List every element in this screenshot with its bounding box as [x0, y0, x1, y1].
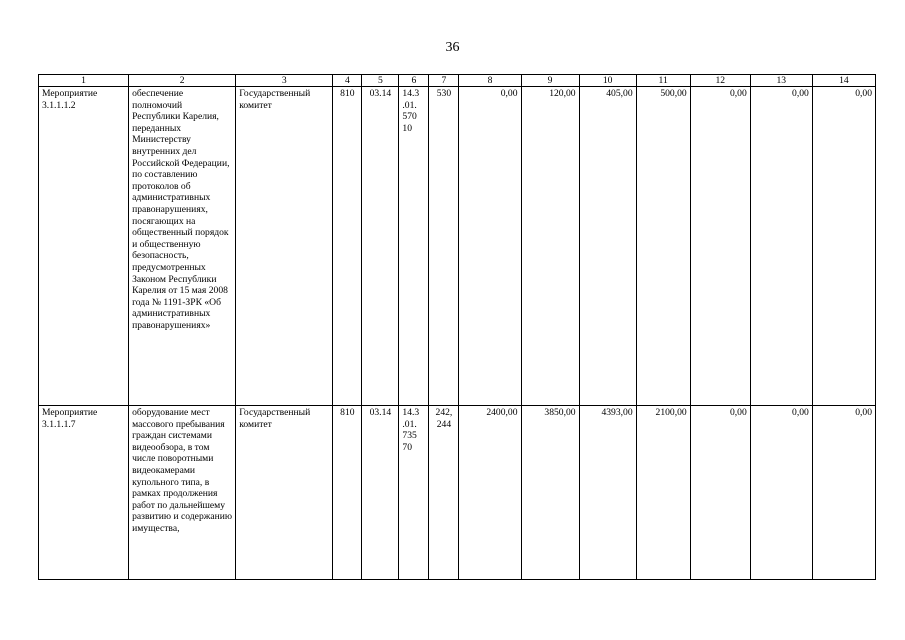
measure-cell: Мероприятие 3.1.1.1.7 — [39, 406, 129, 580]
column-header: 10 — [579, 75, 636, 87]
column-header: 5 — [362, 75, 399, 87]
value-cell: 0,00 — [690, 406, 750, 580]
expense-type-cell: 530 — [429, 87, 459, 406]
measure-cell: Мероприятие 3.1.1.1.2 — [39, 87, 129, 406]
description-cell: оборудование мест массового пребывания граждан системами видеообзора, в том числе поворотными видеокамерами купольного типа, в рамках продолжения работ по дальнейшему развитию и содержанию имущества, — [129, 406, 236, 580]
page-number: 36 — [445, 40, 460, 55]
value-cell: 4393,00 — [579, 406, 636, 580]
grbs-cell: 810 — [333, 87, 362, 406]
value-cell: 500,00 — [636, 87, 690, 406]
column-number-row — [39, 75, 876, 87]
value-cell: 2400,00 — [459, 406, 521, 580]
column-header: 12 — [690, 75, 750, 87]
value-cell: 0,00 — [750, 406, 812, 580]
grbs-cell: 810 — [333, 406, 362, 580]
column-header: 4 — [333, 75, 362, 87]
section-cell: 03.14 — [362, 87, 399, 406]
table-row — [39, 87, 876, 406]
column-header: 3 — [236, 75, 333, 87]
value-cell: 3850,00 — [521, 406, 579, 580]
value-cell: 2100,00 — [636, 406, 690, 580]
column-header: 11 — [636, 75, 690, 87]
column-header: 9 — [521, 75, 579, 87]
budget-table — [38, 74, 876, 580]
expense-type-cell: 242, 244 — [429, 406, 459, 580]
column-header: 13 — [750, 75, 812, 87]
column-header: 1 — [39, 75, 129, 87]
executor-cell: Государственный комитет — [236, 406, 333, 580]
column-header: 7 — [429, 75, 459, 87]
target-article-cell: 14.3 .01. 570 10 — [399, 87, 429, 406]
value-cell: 0,00 — [690, 87, 750, 406]
target-article-cell: 14.3 .01. 735 70 — [399, 406, 429, 580]
value-cell: 0,00 — [812, 406, 875, 580]
table-row — [39, 406, 876, 580]
section-cell: 03.14 — [362, 406, 399, 580]
value-cell: 0,00 — [812, 87, 875, 406]
column-header: 6 — [399, 75, 429, 87]
description-cell: обеспечение полномочий Республики Карелия, переданных Министерству внутренних дел Российской Федерации, по составлению протоколов об административных правонарушениях, посягающих на общественный порядок и общественную безопасность, предусмотренных Законом Республики Карелия от 15 мая 2008 года № 1191-ЗРК «Об административных правонарушениях» — [129, 87, 236, 406]
column-header: 14 — [812, 75, 875, 87]
column-header: 2 — [129, 75, 236, 87]
executor-cell: Государственный комитет — [236, 87, 333, 406]
value-cell: 0,00 — [750, 87, 812, 406]
value-cell: 120,00 — [521, 87, 579, 406]
column-header: 8 — [459, 75, 521, 87]
value-cell: 405,00 — [579, 87, 636, 406]
value-cell: 0,00 — [459, 87, 521, 406]
